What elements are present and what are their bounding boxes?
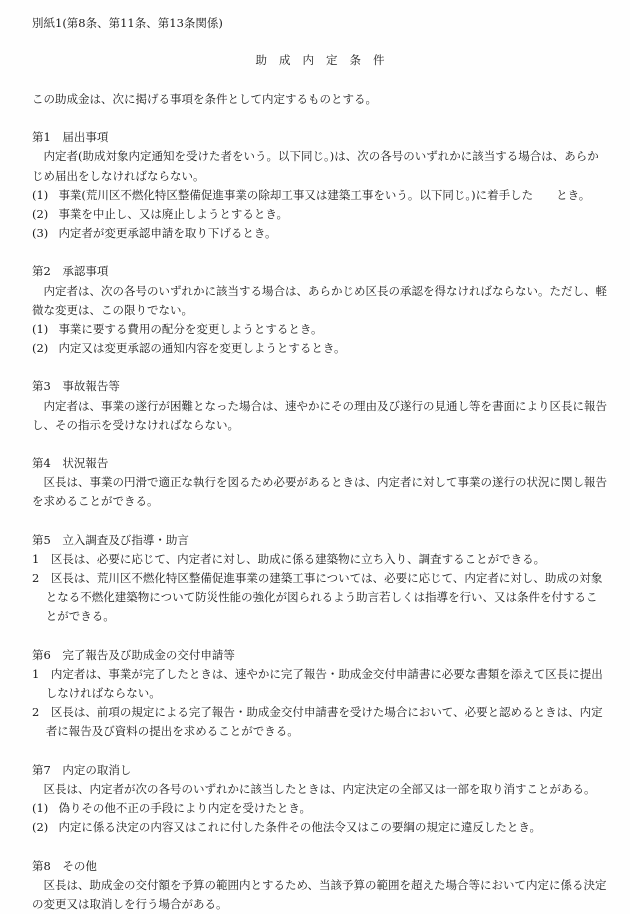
item-number: (1) — [32, 320, 58, 339]
section-heading: 第5 立入調査及び指導・助言 — [32, 531, 608, 550]
numbered-paragraph: 1 内定者は、事業が完了したときは、速やかに完了報告・助成金交付申請書に必要な書類を添えて区長に提出しなければならない。 — [32, 665, 608, 703]
list-item — [32, 186, 608, 205]
list-item — [32, 818, 608, 837]
section-6-completion-report — [32, 646, 608, 742]
section-heading: 第3 事故報告等 — [32, 377, 608, 396]
list-item — [32, 205, 608, 224]
section-1-notification — [32, 128, 608, 243]
item-text: 内定に係る決定の内容又はこれに付した条件その他法令又はこの要綱の規定に違反したとき。 — [58, 818, 608, 837]
item-text: 事業に要する費用の配分を変更しようとするとき。 — [58, 320, 608, 339]
item-number: (1) — [32, 799, 58, 818]
section-paragraph: 内定者は、事業の遂行が困難となった場合は、速やかにその理由及び遂行の見通し等を書面により区長に報告し、その指示を受けなければならない。 — [32, 397, 608, 435]
list-item — [32, 224, 608, 243]
item-number: (3) — [32, 224, 58, 243]
document-title: 助成内定条件 — [32, 51, 608, 70]
item-text: 内定者が変更承認申請を取り下げるとき。 — [58, 224, 608, 243]
section-paragraph: 内定者(助成対象内定通知を受けた者をいう。以下同じ。)は、次の各号のいずれかに該当する場合は、あらかじめ届出をしなければならない。 — [32, 147, 608, 185]
document-intro: この助成金は、次に掲げる事項を条件として内定するものとする。 — [32, 90, 608, 109]
numbered-paragraph: 2 区長は、荒川区不燃化特区整備促進事業の建築工事については、必要に応じて、内定者に対し、助成の対象となる不燃化建築物について防災性能の強化が図られるよう助言若しくは指導を行い、又は条件を付することができる。 — [32, 569, 608, 627]
section-heading: 第2 承認事項 — [32, 262, 608, 281]
section-2-approval — [32, 262, 608, 358]
section-heading: 第7 内定の取消し — [32, 761, 608, 780]
section-4-status-report — [32, 454, 608, 512]
section-heading: 第8 その他 — [32, 857, 608, 876]
section-8-other — [32, 857, 608, 914]
section-heading: 第6 完了報告及び助成金の交付申請等 — [32, 646, 608, 665]
item-text: 事業を中止し、又は廃止しようとするとき。 — [58, 205, 608, 224]
section-paragraph: 区長は、内定者が次の各号のいずれかに該当したときは、内定決定の全部又は一部を取り消すことがある。 — [32, 780, 608, 799]
item-text: 内定又は変更承認の通知内容を変更しようとするとき。 — [58, 339, 608, 358]
section-5-inspection — [32, 531, 608, 627]
numbered-paragraph: 1 区長は、必要に応じて、内定者に対し、助成に係る建築物に立ち入り、調査することができる。 — [32, 550, 608, 569]
section-7-cancellation — [32, 761, 608, 838]
section-paragraph: 区長は、事業の円滑で適正な執行を図るため必要があるときは、内定者に対して事業の遂行の状況に関し報告を求めることができる。 — [32, 473, 608, 511]
item-number: (2) — [32, 818, 58, 837]
item-number: (1) — [32, 186, 58, 205]
list-item — [32, 320, 608, 339]
section-3-accident-report — [32, 377, 608, 435]
item-text: 事業(荒川区不燃化特区整備促進事業の除却工事又は建築工事をいう。以下同じ。)に着手した とき。 — [58, 186, 608, 205]
item-number: (2) — [32, 205, 58, 224]
document-reference: 別紙1(第8条、第11条、第13条関係) — [32, 14, 608, 33]
section-heading: 第4 状況報告 — [32, 454, 608, 473]
section-paragraph: 区長は、助成金の交付額を予算の範囲内とするため、当該予算の範囲を超えた場合等において内定に係る決定の変更又は取消しを行う場合がある。 — [32, 876, 608, 914]
item-text: 偽りその他不正の手段により内定を受けたとき。 — [58, 799, 608, 818]
list-item — [32, 799, 608, 818]
item-number: (2) — [32, 339, 58, 358]
section-heading: 第1 届出事項 — [32, 128, 608, 147]
section-paragraph: 内定者は、次の各号のいずれかに該当する場合は、あらかじめ区長の承認を得なければならない。ただし、軽微な変更は、この限りでない。 — [32, 282, 608, 320]
numbered-paragraph: 2 区長は、前項の規定による完了報告・助成金交付申請書を受けた場合において、必要と認めるときは、内定者に報告及び資料の提出を求めることができる。 — [32, 703, 608, 741]
list-item — [32, 339, 608, 358]
